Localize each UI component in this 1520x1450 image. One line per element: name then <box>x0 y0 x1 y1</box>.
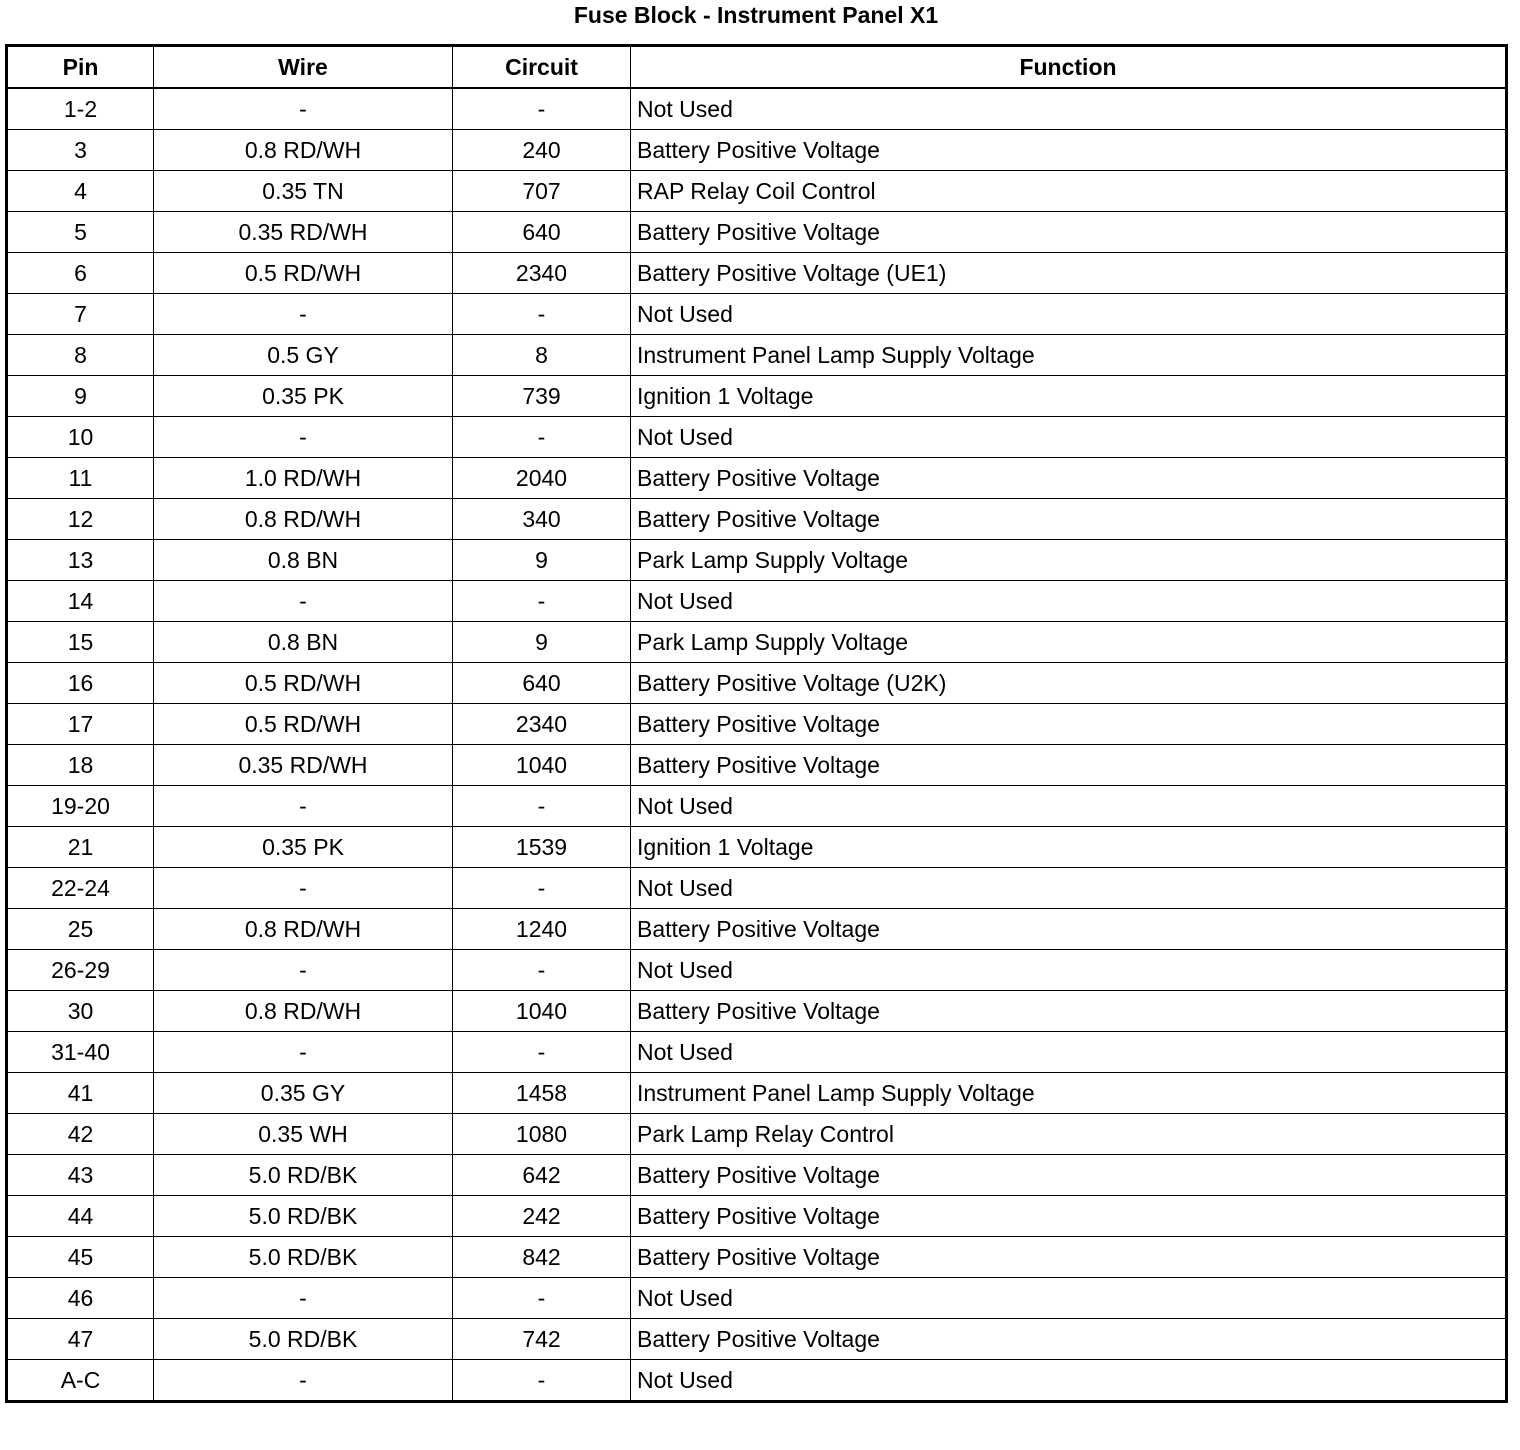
cell-function: Instrument Panel Lamp Supply Voltage <box>631 335 1507 376</box>
cell-pin: 15 <box>7 622 154 663</box>
cell-function: Battery Positive Voltage <box>631 499 1507 540</box>
table-row <box>7 868 1507 909</box>
cell-wire: 0.5 RD/WH <box>154 253 453 294</box>
cell-wire: 0.35 PK <box>154 376 453 417</box>
cell-function: Not Used <box>631 1278 1507 1319</box>
table-row <box>7 745 1507 786</box>
cell-function: Battery Positive Voltage <box>631 212 1507 253</box>
cell-circuit: 1040 <box>453 991 631 1032</box>
cell-circuit: - <box>453 1278 631 1319</box>
cell-wire: 0.35 GY <box>154 1073 453 1114</box>
cell-wire: 0.35 RD/WH <box>154 745 453 786</box>
table-row <box>7 88 1507 130</box>
cell-function: Ignition 1 Voltage <box>631 376 1507 417</box>
cell-function: Battery Positive Voltage <box>631 745 1507 786</box>
cell-pin: 46 <box>7 1278 154 1319</box>
cell-wire: 0.8 BN <box>154 540 453 581</box>
cell-pin: 8 <box>7 335 154 376</box>
cell-circuit: - <box>453 868 631 909</box>
cell-wire: - <box>154 417 453 458</box>
cell-circuit: 8 <box>453 335 631 376</box>
table-row <box>7 622 1507 663</box>
cell-pin: 31-40 <box>7 1032 154 1073</box>
cell-pin: 3 <box>7 130 154 171</box>
table-row <box>7 417 1507 458</box>
cell-pin: 26-29 <box>7 950 154 991</box>
cell-pin: 9 <box>7 376 154 417</box>
cell-wire: - <box>154 1360 453 1402</box>
cell-circuit: 9 <box>453 622 631 663</box>
table-row <box>7 704 1507 745</box>
cell-wire: - <box>154 294 453 335</box>
cell-pin: 11 <box>7 458 154 499</box>
table-row <box>7 1155 1507 1196</box>
table-row <box>7 827 1507 868</box>
cell-pin: 25 <box>7 909 154 950</box>
cell-circuit: - <box>453 417 631 458</box>
table-row <box>7 581 1507 622</box>
table-row <box>7 950 1507 991</box>
cell-circuit: - <box>453 88 631 130</box>
cell-function: Battery Positive Voltage <box>631 458 1507 499</box>
cell-wire: - <box>154 88 453 130</box>
cell-pin: 10 <box>7 417 154 458</box>
table-row <box>7 335 1507 376</box>
cell-function: Battery Positive Voltage <box>631 1196 1507 1237</box>
table-row <box>7 171 1507 212</box>
table-row <box>7 1319 1507 1360</box>
cell-function: Battery Positive Voltage <box>631 991 1507 1032</box>
cell-function: Battery Positive Voltage <box>631 130 1507 171</box>
cell-pin: 43 <box>7 1155 154 1196</box>
cell-wire: 5.0 RD/BK <box>154 1196 453 1237</box>
table-row <box>7 253 1507 294</box>
cell-circuit: 242 <box>453 1196 631 1237</box>
cell-wire: - <box>154 950 453 991</box>
cell-wire: - <box>154 1032 453 1073</box>
cell-wire: 0.8 RD/WH <box>154 909 453 950</box>
table-row <box>7 1114 1507 1155</box>
cell-wire: 5.0 RD/BK <box>154 1319 453 1360</box>
cell-function: Not Used <box>631 294 1507 335</box>
cell-circuit: 1080 <box>453 1114 631 1155</box>
table-row <box>7 130 1507 171</box>
cell-pin: 44 <box>7 1196 154 1237</box>
cell-pin: 47 <box>7 1319 154 1360</box>
cell-circuit: 1458 <box>453 1073 631 1114</box>
cell-function: Not Used <box>631 1360 1507 1402</box>
cell-wire: - <box>154 581 453 622</box>
cell-pin: 1-2 <box>7 88 154 130</box>
cell-pin: 22-24 <box>7 868 154 909</box>
cell-pin: 19-20 <box>7 786 154 827</box>
cell-circuit: 842 <box>453 1237 631 1278</box>
cell-circuit: 742 <box>453 1319 631 1360</box>
cell-pin: 6 <box>7 253 154 294</box>
cell-function: Instrument Panel Lamp Supply Voltage <box>631 1073 1507 1114</box>
cell-circuit: 739 <box>453 376 631 417</box>
cell-wire: 0.35 TN <box>154 171 453 212</box>
table-row <box>7 1237 1507 1278</box>
cell-circuit: 707 <box>453 171 631 212</box>
cell-pin: 13 <box>7 540 154 581</box>
cell-function: Not Used <box>631 786 1507 827</box>
cell-wire: 0.35 RD/WH <box>154 212 453 253</box>
cell-pin: 4 <box>7 171 154 212</box>
table-row <box>7 499 1507 540</box>
header-circuit: Circuit <box>453 46 631 89</box>
header-function: Function <box>631 46 1507 89</box>
cell-wire: 1.0 RD/WH <box>154 458 453 499</box>
cell-pin: 18 <box>7 745 154 786</box>
cell-wire: 0.8 RD/WH <box>154 499 453 540</box>
cell-wire: - <box>154 1278 453 1319</box>
table-row <box>7 294 1507 335</box>
cell-function: Not Used <box>631 868 1507 909</box>
cell-pin: 45 <box>7 1237 154 1278</box>
cell-circuit: 642 <box>453 1155 631 1196</box>
pinout-table <box>5 44 1508 1403</box>
cell-circuit: 1539 <box>453 827 631 868</box>
cell-wire: 0.5 GY <box>154 335 453 376</box>
cell-function: Battery Positive Voltage <box>631 1155 1507 1196</box>
cell-function: Not Used <box>631 88 1507 130</box>
cell-pin: 41 <box>7 1073 154 1114</box>
cell-function: Not Used <box>631 417 1507 458</box>
cell-function: Battery Positive Voltage <box>631 909 1507 950</box>
cell-function: Not Used <box>631 581 1507 622</box>
cell-pin: 14 <box>7 581 154 622</box>
cell-circuit: 340 <box>453 499 631 540</box>
header-row <box>7 46 1507 89</box>
cell-circuit: - <box>453 294 631 335</box>
cell-pin: 30 <box>7 991 154 1032</box>
cell-circuit: 9 <box>453 540 631 581</box>
cell-function: Battery Positive Voltage <box>631 1319 1507 1360</box>
header-pin: Pin <box>7 46 154 89</box>
cell-pin: 5 <box>7 212 154 253</box>
cell-wire: 5.0 RD/BK <box>154 1155 453 1196</box>
cell-wire: 5.0 RD/BK <box>154 1237 453 1278</box>
table-row <box>7 1073 1507 1114</box>
cell-wire: 0.5 RD/WH <box>154 704 453 745</box>
cell-wire: 0.35 WH <box>154 1114 453 1155</box>
cell-wire: - <box>154 868 453 909</box>
table-row <box>7 663 1507 704</box>
cell-pin: 42 <box>7 1114 154 1155</box>
table-row <box>7 1196 1507 1237</box>
cell-pin: 17 <box>7 704 154 745</box>
cell-pin: 16 <box>7 663 154 704</box>
table-row <box>7 212 1507 253</box>
table-row <box>7 1278 1507 1319</box>
cell-circuit: 2340 <box>453 253 631 294</box>
cell-function: Park Lamp Supply Voltage <box>631 540 1507 581</box>
cell-function: Battery Positive Voltage <box>631 1237 1507 1278</box>
table-row <box>7 1360 1507 1402</box>
table-row <box>7 909 1507 950</box>
table-row <box>7 786 1507 827</box>
cell-circuit: 1240 <box>453 909 631 950</box>
cell-function: Battery Positive Voltage (U2K) <box>631 663 1507 704</box>
cell-function: Not Used <box>631 950 1507 991</box>
cell-function: RAP Relay Coil Control <box>631 171 1507 212</box>
cell-circuit: - <box>453 581 631 622</box>
cell-function: Not Used <box>631 1032 1507 1073</box>
table-row <box>7 540 1507 581</box>
cell-pin: 12 <box>7 499 154 540</box>
cell-circuit: 1040 <box>453 745 631 786</box>
cell-circuit: 640 <box>453 663 631 704</box>
cell-pin: 21 <box>7 827 154 868</box>
cell-circuit: - <box>453 1360 631 1402</box>
cell-pin: A-C <box>7 1360 154 1402</box>
cell-wire: 0.8 RD/WH <box>154 991 453 1032</box>
cell-function: Park Lamp Relay Control <box>631 1114 1507 1155</box>
table-row <box>7 1032 1507 1073</box>
header-wire: Wire <box>154 46 453 89</box>
cell-function: Park Lamp Supply Voltage <box>631 622 1507 663</box>
cell-pin: 7 <box>7 294 154 335</box>
cell-circuit: 240 <box>453 130 631 171</box>
page-title: Fuse Block - Instrument Panel X1 <box>573 2 939 28</box>
cell-function: Battery Positive Voltage (UE1) <box>631 253 1507 294</box>
cell-function: Battery Positive Voltage <box>631 704 1507 745</box>
cell-wire: - <box>154 786 453 827</box>
cell-circuit: 640 <box>453 212 631 253</box>
cell-wire: 0.8 BN <box>154 622 453 663</box>
cell-circuit: 2340 <box>453 704 631 745</box>
cell-function: Ignition 1 Voltage <box>631 827 1507 868</box>
cell-circuit: - <box>453 786 631 827</box>
cell-circuit: - <box>453 950 631 991</box>
cell-wire: 0.35 PK <box>154 827 453 868</box>
cell-circuit: - <box>453 1032 631 1073</box>
table-row <box>7 376 1507 417</box>
cell-wire: 0.8 RD/WH <box>154 130 453 171</box>
cell-circuit: 2040 <box>453 458 631 499</box>
table-row <box>7 458 1507 499</box>
cell-wire: 0.5 RD/WH <box>154 663 453 704</box>
table-row <box>7 991 1507 1032</box>
table-body <box>7 88 1507 1402</box>
